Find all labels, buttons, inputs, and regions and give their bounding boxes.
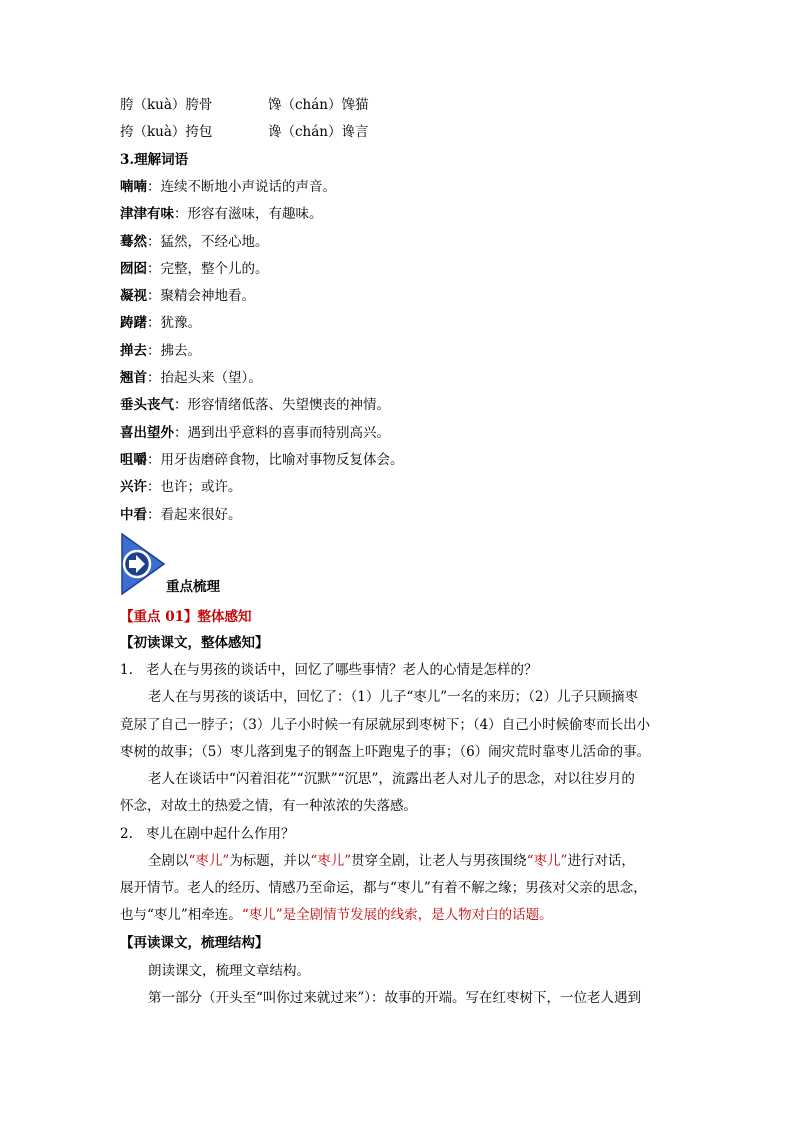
answer-1-line: 老人在与男孩的谈话中，回忆了：（1）儿子“枣儿”一名的来历；（2）儿子只顾摘枣: [148, 689, 638, 705]
vocab-item: [120, 369, 262, 387]
vocab-item: [120, 178, 336, 196]
text-run: 也与“枣儿”相牵连。: [120, 907, 242, 923]
highlight-run: “枣儿”: [188, 853, 230, 869]
question-text: 枣儿在剧中起什么作用？: [146, 826, 295, 842]
vocab-def: ：用牙齿磨碎食物，比喻对事物反复体会。: [147, 452, 404, 468]
key-01-heading: [120, 608, 252, 626]
section-3-title: 3.理解词语: [120, 152, 189, 168]
vocab-def: ：拂去。: [147, 343, 201, 359]
vocab-term: 翘首: [120, 370, 147, 386]
answer-1b-line: 怀念，对故土的热爱之情，有一种浓浓的失落感。: [120, 798, 417, 814]
answer-1-line: 竟尿了自己一脖子；（3）儿子小时候一有尿就尿到枣树下；（4）自己小时候偷枣而长出小: [120, 717, 651, 733]
char-left: 胯（kuà）胯骨: [120, 97, 213, 113]
vocab-def: ：完整，整个儿的。: [147, 261, 269, 277]
vocab-def: ：看起来很好。: [147, 507, 242, 523]
vocab-term: 踌躇: [120, 315, 147, 331]
vocab-def: ：犹豫。: [147, 315, 201, 331]
vocab-item: [120, 233, 269, 251]
answer-2-line: 展开情节。老人的经历、情感乃至命运，都与“枣儿”有着不解之缘；男孩对父亲的思念，: [120, 880, 647, 896]
highlight-run: “枣儿”: [526, 853, 568, 869]
question-number: 1.: [120, 662, 133, 678]
vocab-item: [120, 451, 404, 469]
vocab-item: [120, 205, 323, 223]
vocab-item: [120, 342, 201, 360]
vocab-item: [120, 424, 390, 442]
highlight-run: “枣儿”: [310, 853, 352, 869]
first-read-heading: 【初读课文，整体感知】: [120, 635, 269, 651]
vocab-def: ：遇到出乎意料的喜事而特别高兴。: [174, 425, 390, 441]
vocab-term: 凝视: [120, 288, 147, 304]
vocab-def: ：形容情绪低落、失望懊丧的神情。: [174, 397, 390, 413]
vocab-def: ：连续不断地小声说话的声音。: [147, 179, 336, 195]
key-title: 重点梳理: [166, 579, 220, 595]
arrow-right-icon: [118, 532, 168, 596]
vocab-item: [120, 314, 201, 332]
answer-2-line: [120, 906, 553, 924]
vocab-item: [120, 396, 390, 414]
vocab-item: [120, 478, 242, 496]
second-read-heading: 【再读课文，梳理结构】: [120, 935, 269, 951]
char-right: 馋（chán）馋猫: [268, 97, 369, 113]
vocab-def: ：聚精会神地看。: [147, 288, 255, 304]
text-run: 贯穿全剧，让老人与男孩围绕: [351, 853, 527, 869]
key-01-title: 整体感知: [197, 609, 252, 625]
vocab-item: [120, 260, 269, 278]
vocab-term: 咀嚼: [120, 452, 147, 468]
text-run: 全剧以: [148, 853, 189, 869]
vocab-def: ：抬起头来（望）。: [147, 370, 262, 386]
vocab-term: 喜出望外: [120, 425, 174, 441]
vocab-term: 中看: [120, 507, 147, 523]
vocab-def: ：形容有滋味，有趣味。: [174, 206, 323, 222]
highlight-run: “枣儿”是全剧情节发展的线索，是人物对白的话题。: [241, 907, 553, 923]
vocab-term: 掸去: [120, 343, 147, 359]
question-2: [120, 825, 295, 843]
part-1-line: 第一部分（开头至“叫你过来就过来”）：故事的开端。写在红枣树下，一位老人遇到: [148, 990, 642, 1006]
text-run: 进行对话，: [567, 853, 635, 869]
vocab-term: 津津有味: [120, 206, 174, 222]
vocab-item: [120, 506, 242, 524]
vocab-term: 垂头丧气: [120, 397, 174, 413]
text-run: 为标题，并以: [229, 853, 311, 869]
vocab-def: ：猛然，不经心地。: [147, 234, 269, 250]
structure-intro: 朗读课文，梳理文章结构。: [148, 963, 310, 979]
answer-2-line: [148, 852, 635, 870]
question-1: [120, 661, 538, 679]
key-01-bracket: 【重点 01】: [120, 609, 198, 625]
answer-1b-line: 老人在谈话中“闪着泪花”“沉默”“沉思”，流露出老人对儿子的思念，对以往岁月的: [148, 771, 635, 787]
char-left: 挎（kuà）挎包: [120, 124, 213, 140]
vocab-def: ：也许；或许。: [147, 479, 242, 495]
question-text: 老人在与男孩的谈话中，回忆了哪些事情？老人的心情是怎样的？: [146, 662, 538, 678]
vocab-term: 喃喃: [120, 179, 147, 195]
vocab-item: [120, 287, 255, 305]
answer-1-line: 枣树的故事；（5）枣儿落到鬼子的钢盔上吓跑鬼子的事；（6）闹灾荒时靠枣儿活命的事。: [120, 744, 651, 760]
vocab-term: 囫囵: [120, 261, 147, 277]
question-number: 2.: [120, 826, 133, 842]
char-right: 谗（chán）谗言: [268, 124, 369, 140]
vocab-term: 兴许: [120, 479, 147, 495]
vocab-term: 蓦然: [120, 234, 147, 250]
